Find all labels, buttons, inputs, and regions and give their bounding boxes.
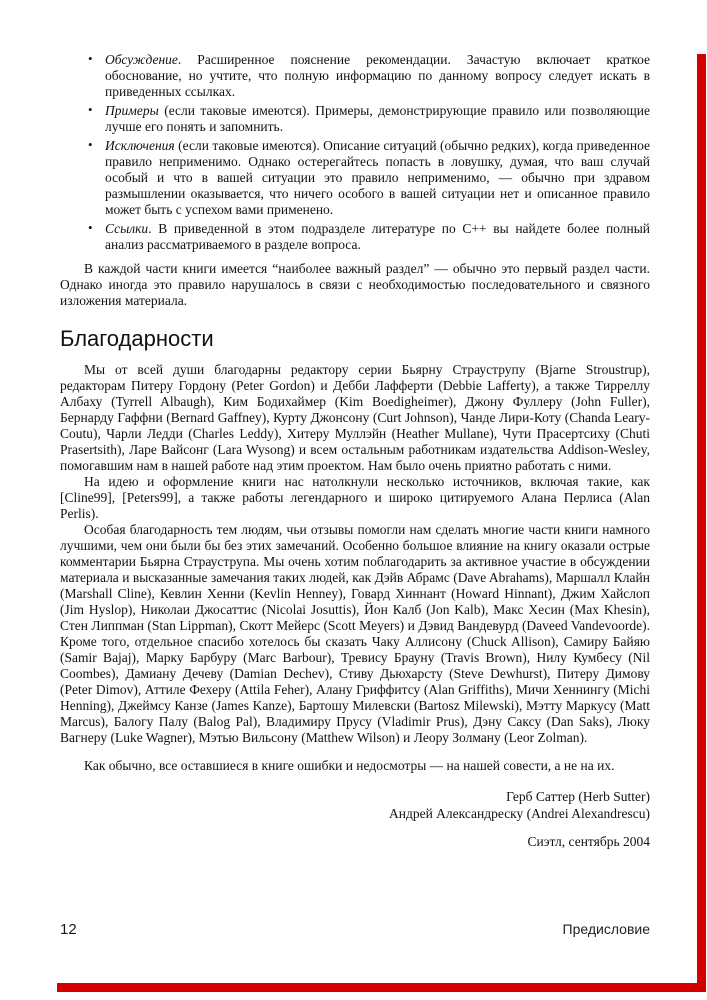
list-item-term: Примеры: [105, 103, 159, 118]
list-item-text: . В приведенной в этом подразделе литературе по C++ вы найдете более полный анализ рассматриваемого в разделе вопроса.: [105, 221, 650, 252]
list-item-text: . Расширенное пояснение рекомендации. Зачастую включает краткое обоснование, но учтите, что полную информацию по данному вопросу следует искать в приведенных ссылках.: [105, 52, 650, 99]
list-item: [60, 103, 650, 135]
signature-block: [60, 788, 650, 822]
bullet-icon: •: [88, 220, 93, 235]
list-item-text: (если таковые имеются). Описание ситуаций (обычно редких), когда приведенное правило неприменимо. Однако остерегайтесь попасть в ловушку, думая, что ваш случай особый и что в вашей ситуации это правило неприменимо, — обычно при здравом размышлении оказывается, что ничего особого в вашей ситуации нет и описанное правило может быть с успехом вами применено.: [105, 138, 650, 217]
bullet-icon: •: [88, 51, 93, 66]
bullet-icon: •: [88, 137, 93, 152]
list-item: [60, 221, 650, 253]
list-item: [60, 52, 650, 100]
list-item: [60, 138, 650, 218]
paragraph: Особая благодарность тем людям, чьи отзывы помогли нам сделать многие части книги намного лучшими, чем они были бы без этих замечаний. Особенно большое влияние на книгу оказали острые комментарии Бьярна Страуструпа. Мы очень хотим поблагодарить за активное участие в обсуждении материала и высказанные замечания таких людей, как Дэйв Абрамс (Dave Abrahams), Маршалл Клайн (Marshall Cline), Кевлин Хенни (Kevlin Henney), Говард Хиннант (Howard Hinnant), Джим Хайслоп (Jim Hyslop), Николаи Джосаттис (Nicolai Josuttis), Йон Калб (Jon Kalb), Макс Хесин (Max Khesin), Стен Липпман (Stan Lippman), Скотт Мейерс (Scott Meyers) и Дэвид Вандевурд (Daveed Vandevoorde). Кроме того, отдельное спасибо хотелось бы сказать Чаку Аллисону (Chuck Allison), Самиру Байяю (Samir Bajaj), Марку Барбуру (Marc Barbour), Тревису Брауну (Travis Brown), Нилу Кумбесу (Nil Coombes), Дамиану Дечеву (Damian Dechev), Стиву Дьюхарсту (Steve Dewhurst), Питеру Димову (Peter Dimov), Аттиле Фехеру (Attila Feher), Алану Гриффитсу (Alan Griffiths), Мичи Хеннингу (Michi Henning), Джеймсу Канзе (James Kanze), Бартошу Милевски (Bartosz Milewski), Мэтту Маркусу (Matt Marcus), Балогу Палу (Balog Pal), Владимиру Прусу (Vladimir Prus), Дэну Саксу (Dan Saks), Люку Вагнеру (Luke Wagner), Мэтью Вильсону (Matthew Wilson) и Леору Золману (Leor Zolman).: [60, 522, 650, 745]
running-head-section: Предисловие: [562, 921, 650, 937]
dateline: Сиэтл, сентябрь 2004: [527, 834, 650, 849]
section-structure-list: [60, 52, 650, 253]
author-signature: Герб Саттер (Herb Sutter): [506, 789, 650, 804]
bullet-icon: •: [88, 102, 93, 117]
list-item-term: Обсуждение: [105, 52, 178, 67]
page-footer: [60, 921, 650, 938]
list-item-term: Исключения: [105, 138, 175, 153]
acknowledgements-heading: Благодарности: [60, 326, 214, 351]
intro-paragraph: В каждой части книги имеется “наиболее важный раздел” — обычно это первый раздел части. Однако иногда это правило нарушалось в связи с необходимостью последовательного и связного изложения материала.: [60, 261, 650, 308]
list-item-text: (если таковые имеются). Примеры, демонстрирующие правило или позволяющие лучше его понять и запомнить.: [105, 103, 650, 134]
page-edge-right-stripe: [697, 54, 706, 992]
page-edge-bottom-stripe: [57, 983, 706, 992]
paragraph: Мы от всей души благодарны редактору серии Бьярну Страуструпу (Bjarne Stroustrup), редакторам Питеру Гордону (Peter Gordon) и Дебби Лафферти (Debbie Lafferty), а также Тирреллу Албаху (Tyrrell Albaugh), Ким Бодихаймер (Kim Boedigheimer), Джону Фуллеру (John Fuller), Бернарду Гаффни (Bernard Gaffney), Курту Джонсону (Curt Johnson), Чанде Лири-Коту (Chanda Leary-Coutu), Чарли Ледди (Charles Leddy), Хитеру Муллэйн (Heather Mullane), Чути Прасертсиху (Chuti Prasertsith), Ларе Вайсонг (Lara Wysong) и всем остальным работникам издательства Addison-Wesley, помогавшим нам в нашей работе над этим проектом. Нам было очень приятно работать с ними.: [60, 362, 650, 473]
closing-paragraph: Как обычно, все оставшиеся в книге ошибки и недосмотры — на нашей совести, а не на их.: [84, 758, 615, 773]
author-signature: Андрей Александреску (Andrei Alexandrescu): [388, 806, 650, 821]
page-number: 12: [60, 921, 77, 938]
list-item-term: Ссылки: [105, 221, 149, 236]
page-body: [60, 52, 650, 850]
paragraph: На идею и оформление книги нас натолкнули несколько источников, включая такие, как [Cline99], [Peters99], а также работы легендарного и широко цитируемого Алана Перлиса (Alan Perlis).: [60, 474, 650, 521]
